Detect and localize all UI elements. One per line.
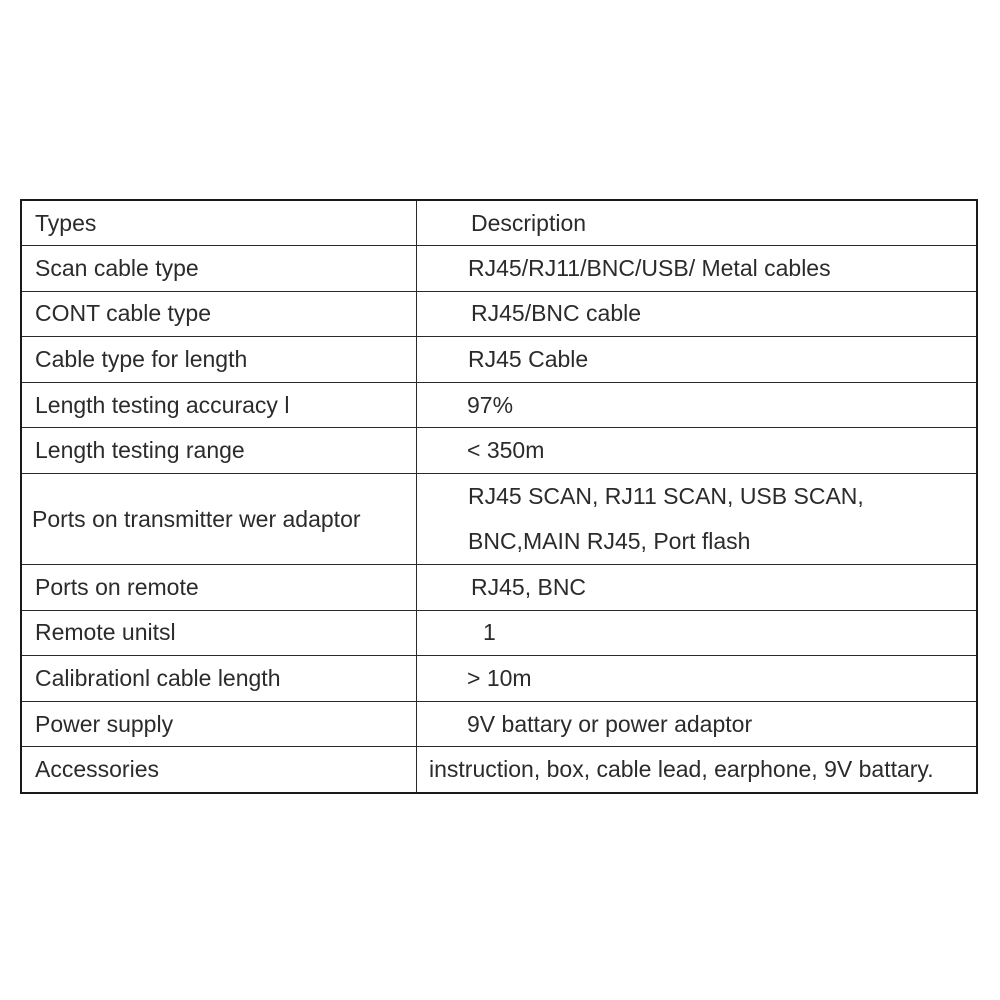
header-types: Types [21, 200, 417, 246]
row-type: Calibrationl cable length [21, 656, 417, 702]
description-line: RJ45 SCAN, RJ11 SCAN, USB SCAN, [468, 483, 864, 510]
table-row [21, 382, 977, 428]
row-type: Remote unitsl [21, 610, 417, 656]
row-description: 9V battary or power adaptor [417, 701, 978, 747]
row-description: RJ45 Cable [417, 337, 978, 383]
table-row [21, 474, 977, 565]
table-row [21, 656, 977, 702]
row-description [417, 474, 978, 565]
row-description: 97% [417, 382, 978, 428]
table-row [21, 565, 977, 611]
row-description: RJ45/RJ11/BNC/USB/ Metal cables [417, 246, 978, 292]
row-description: RJ45, BNC [417, 565, 978, 611]
spec-table [20, 199, 978, 794]
table-row [21, 747, 977, 793]
table-header-row [21, 200, 977, 246]
row-type: Length testing accuracy l [21, 382, 417, 428]
row-description: RJ45/BNC cable [417, 291, 978, 337]
row-type: Ports on transmitter wer adaptor [21, 474, 417, 565]
row-description: > 10m [417, 656, 978, 702]
row-type: Cable type for length [21, 337, 417, 383]
row-type: Ports on remote [21, 565, 417, 611]
table-row [21, 246, 977, 292]
row-type: CONT cable type [21, 291, 417, 337]
row-type: Scan cable type [21, 246, 417, 292]
row-description: 1 [417, 610, 978, 656]
table-row [21, 337, 977, 383]
header-description: Description [417, 200, 978, 246]
table-row [21, 701, 977, 747]
table-row [21, 291, 977, 337]
row-description: < 350m [417, 428, 978, 474]
description-line: BNC,MAIN RJ45, Port flash [468, 528, 751, 555]
row-type: Accessories [21, 747, 417, 793]
row-type: Length testing range [21, 428, 417, 474]
row-type: Power supply [21, 701, 417, 747]
table-row [21, 610, 977, 656]
table-row [21, 428, 977, 474]
row-description: instruction, box, cable lead, earphone, 9V battary. [417, 747, 978, 793]
